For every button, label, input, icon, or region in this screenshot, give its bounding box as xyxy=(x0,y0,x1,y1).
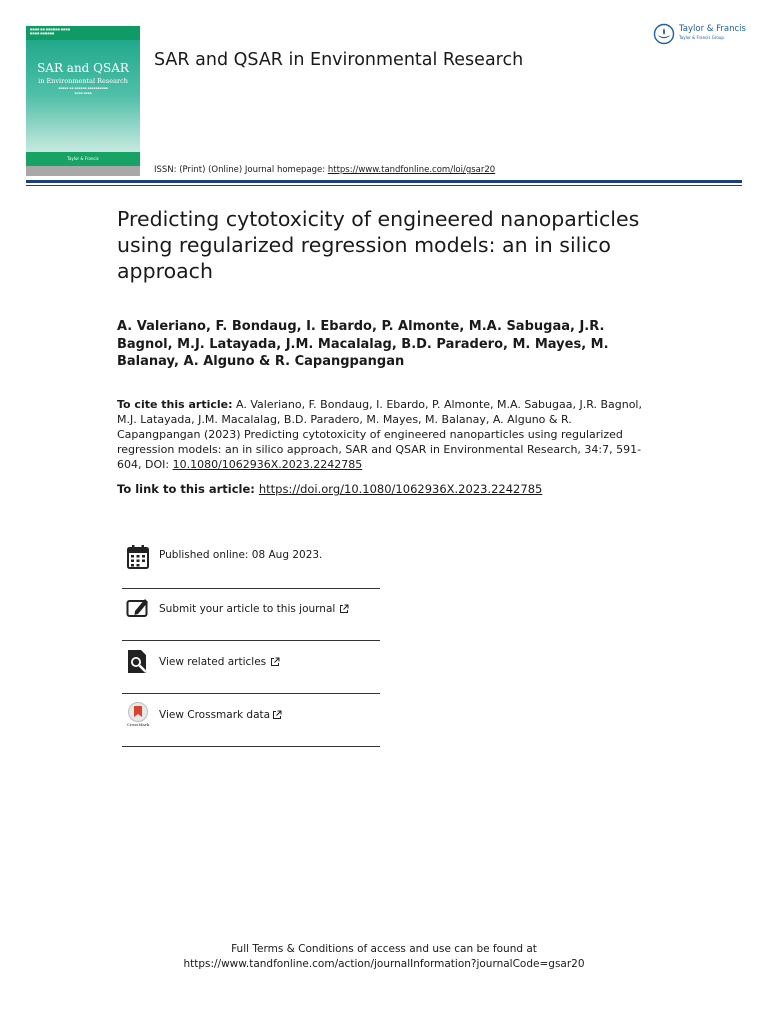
calendar-icon xyxy=(126,544,150,570)
journal-title: SAR and QSAR in Environmental Research xyxy=(154,50,524,70)
cover-top-band xyxy=(26,26,140,40)
terms-footer xyxy=(134,942,634,972)
article-authors: A. Valeriano, F. Bondaug, I. Ebardo, P. Almonte, M.A. Sabugaa, J.R. Bagnol, M.J. Latayada, J.M. Macalalag, B.D. Paradero, M. Mayes, M. Balanay, A. Alguno & R. Capangpangan xyxy=(117,319,609,369)
cover-fine-print: ▪▪▪▪ ▪▪▪▪ xyxy=(74,91,92,95)
crossmark-badge xyxy=(126,702,150,722)
search-document-icon xyxy=(126,649,150,675)
submit-article-link[interactable] xyxy=(159,603,349,615)
cover-top-text: ■■■■ ■■■■■■ xyxy=(30,32,55,35)
crossmark-link[interactable] xyxy=(159,709,282,721)
tf-logo-group: Taylor & Francis Group xyxy=(679,35,724,40)
info-divider xyxy=(122,693,380,694)
terms-url[interactable]: https://www.tandfonline.com/action/journalInformation?journalCode=gsar20 xyxy=(183,958,585,970)
cover-publisher-text: Taylor & Francis xyxy=(67,156,99,161)
citation-block xyxy=(117,397,652,472)
crossmark-icon xyxy=(126,702,150,728)
terms-line: Full Terms & Conditions of access and use can be found at xyxy=(231,943,537,955)
submit-article-label: Submit your article to this journal xyxy=(159,603,336,615)
cover-fine-print: ▪▪▪▪▪ ▪▪ ▪▪▪▪▪▪ ▪▪▪▪▪▪▪▪▪▪ xyxy=(58,86,108,90)
cite-doi-link[interactable]: 10.1080/1062936X.2023.2242785 xyxy=(172,458,363,471)
crossmark-label: View Crossmark data xyxy=(159,709,271,721)
journal-homepage-link[interactable]: https://www.tandfonline.com/loi/gsar20 xyxy=(327,165,496,175)
header-rule xyxy=(26,180,742,183)
journal-cover-image xyxy=(26,26,140,176)
cover-subtitle: in Environmental Research xyxy=(38,77,128,85)
cite-label: To cite this article: xyxy=(117,398,233,411)
edit-icon xyxy=(126,596,150,622)
info-divider xyxy=(122,640,380,641)
article-link-line xyxy=(117,482,677,497)
cover-title: SAR and QSAR xyxy=(37,61,129,75)
cite-text: A. Valeriano, F. Bondaug, I. Ebardo, P. Almonte, M.A. Sabugaa, J.R. Bagnol, M.J. Latayada, J.M. Macalalag, B.D. Paradero, M. Mayes, M. Balanay, A. Alguno & R. Capangpangan (2023) Predicting cytotoxicity of engineered nanoparticles using regularized regression models: an in silico approach, SAR and QSAR in Environmental Research, 34:7, 591-604, DOI: xyxy=(117,398,642,471)
cover-top-text: ■■■■ ■■ ■■■■■■ ■■■■ xyxy=(30,28,71,31)
taylor-francis-logo[interactable] xyxy=(653,22,745,46)
issn-line xyxy=(154,165,495,175)
cover-publisher-band xyxy=(26,152,140,166)
related-articles-label: View related articles xyxy=(159,656,267,668)
related-articles-link[interactable] xyxy=(159,656,280,668)
article-doi-link[interactable]: https://doi.org/10.1080/1062936X.2023.2242785 xyxy=(258,482,543,496)
info-divider xyxy=(122,588,380,589)
taylor-francis-lamp-icon xyxy=(653,23,675,45)
external-link-icon xyxy=(339,604,349,614)
cover-bottom-strip xyxy=(26,166,140,176)
tf-logo-name: Taylor & Francis xyxy=(679,24,746,34)
link-label: To link to this article: xyxy=(117,482,259,496)
article-title: Predicting cytotoxicity of engineered nanoparticles using regularized regression models: an in silico approach xyxy=(117,207,640,283)
issn-text: ISSN: (Print) (Online) Journal homepage: xyxy=(154,165,328,175)
external-link-icon xyxy=(272,710,282,720)
crossmark-icon-label: CrossMark xyxy=(126,722,150,727)
external-link-icon xyxy=(270,657,280,667)
header-rule-thin xyxy=(26,185,742,186)
published-date: Published online: 08 Aug 2023. xyxy=(159,549,323,561)
info-divider xyxy=(122,746,380,747)
